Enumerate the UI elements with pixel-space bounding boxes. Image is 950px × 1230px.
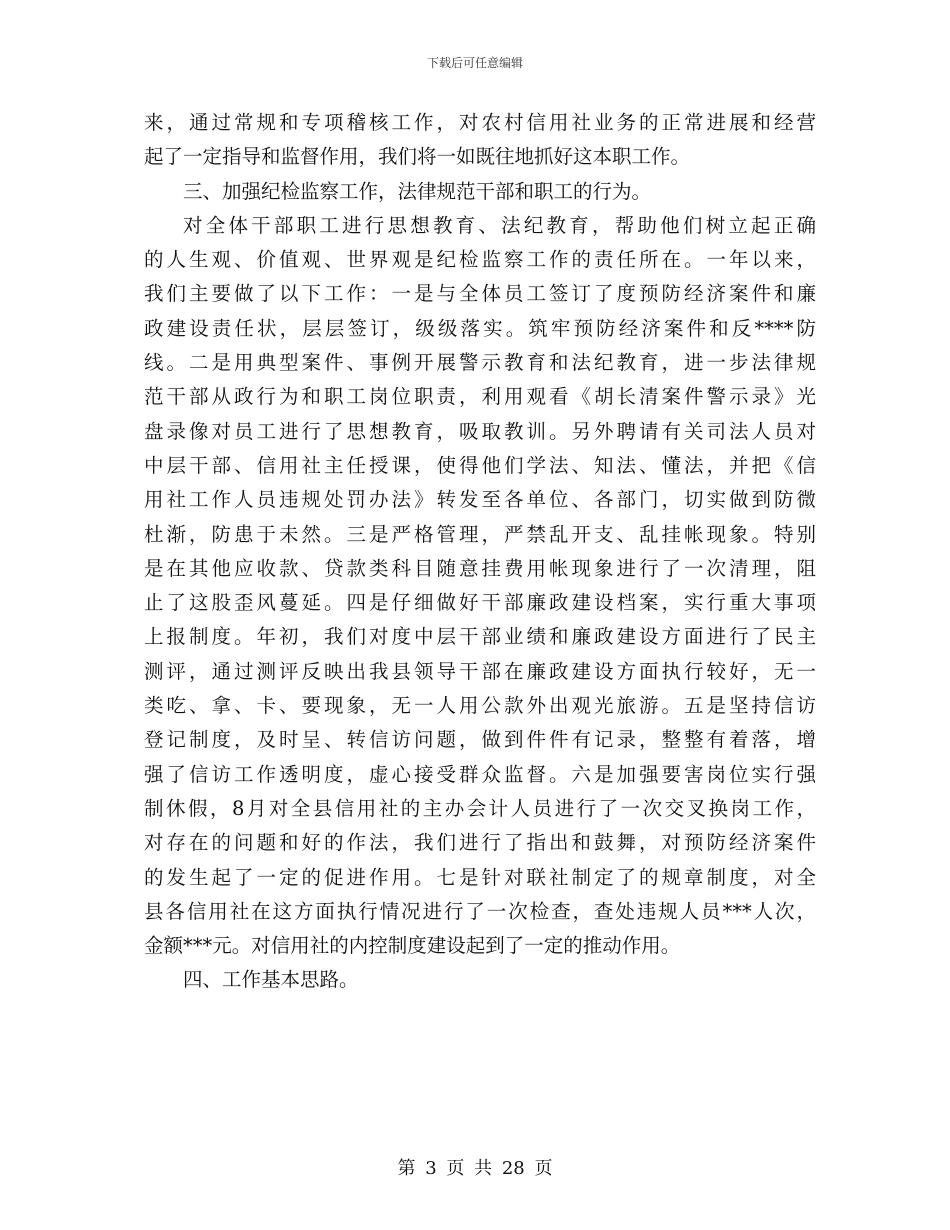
text-line: 止了这股歪风蔓延。四是仔细做好干部廉政建设档案，实行重大事项	[144, 591, 816, 615]
text-line: 来，通过常规和专项稽核工作，对农村信用社业务的正常进展和经营	[144, 111, 816, 134]
section-heading: 四、工作基本思路。	[183, 968, 359, 992]
page-number: 第 3 页 共 28 页	[397, 1158, 553, 1179]
text-line: 的人生观、价值观、世界观是纪检监察工作的责任所在。一年以来，	[144, 248, 816, 272]
text-line: 对存在的问题和好的作法，我们进行了指出和鼓舞，对预防经济案件	[144, 831, 816, 855]
text-line: 金额***元。对信用社的内控制度建设起到了一定的推动作用。	[144, 934, 681, 958]
text-line: 测评，通过测评反映出我县领导干部在廉政建设方面执行较好，无一	[144, 659, 816, 683]
text-line: 起了一定指导和监督作用，我们将一如既往地抓好这本职工作。	[144, 145, 691, 169]
text-line: 登记制度，及时呈、转信访问题，做到件件有记录，整整有着落，增	[144, 728, 816, 752]
text-line: 县各信用社在这方面执行情况进行了一次检查，查处违规人员***人次，	[144, 899, 816, 923]
section-heading: 三、加强纪检监察工作，法律规范干部和职工的行为。	[183, 179, 652, 203]
text-line: 线。二是用典型案件、事例开展警示教育和法纪教育，进一步法律规	[144, 351, 816, 375]
text-line: 用社工作人员违规处罚办法》转发至各单位、各部门，切实做到防微	[144, 488, 816, 512]
text-line: 的发生起了一定的促进作用。七是针对联社制定了的规章制度，对全	[144, 865, 816, 889]
text-line: 政建设责任状，层层签订，级级落实。筑牢预防经济案件和反****防	[144, 316, 816, 340]
text-line: 是在其他应收款、贷款类科目随意挂费用帐现象进行了一次清理，阻	[144, 556, 816, 580]
text-line: 对全体干部职工进行思想教育、法纪教育，帮助他们树立起正确	[183, 213, 816, 237]
text-line: 制休假，8月对全县信用社的主办会计人员进行了一次交叉换岗工作，	[144, 796, 816, 820]
text-line: 中层干部、信用社主任授课，使得他们学法、知法、懂法，并把《信	[144, 453, 816, 477]
text-line: 范干部从政行为和职工岗位职责，利用观看《胡长清案件警示录》光	[144, 385, 816, 409]
text-line: 强了信访工作透明度，虚心接受群众监督。六是加强要害岗位实行强	[144, 762, 816, 786]
text-line: 我们主要做了以下工作：一是与全体员工签订了度预防经济案件和廉	[144, 282, 816, 306]
text-line: 杜渐，防患于未然。三是严格管理，严禁乱开支、乱挂帐现象。特别	[144, 522, 816, 546]
text-line: 盘录像对员工进行了思想教育，吸取教训。另外聘请有关司法人员对	[144, 419, 816, 443]
page-header: 下载后可任意编辑	[426, 56, 523, 70]
document-body	[144, 106, 816, 998]
text-line: 上报制度。年初，我们对度中层干部业绩和廉政建设方面进行了民主	[144, 625, 816, 649]
text-line: 类吃、拿、卡、要现象，无一人用公款外出观光旅游。五是坚持信访	[144, 694, 816, 718]
